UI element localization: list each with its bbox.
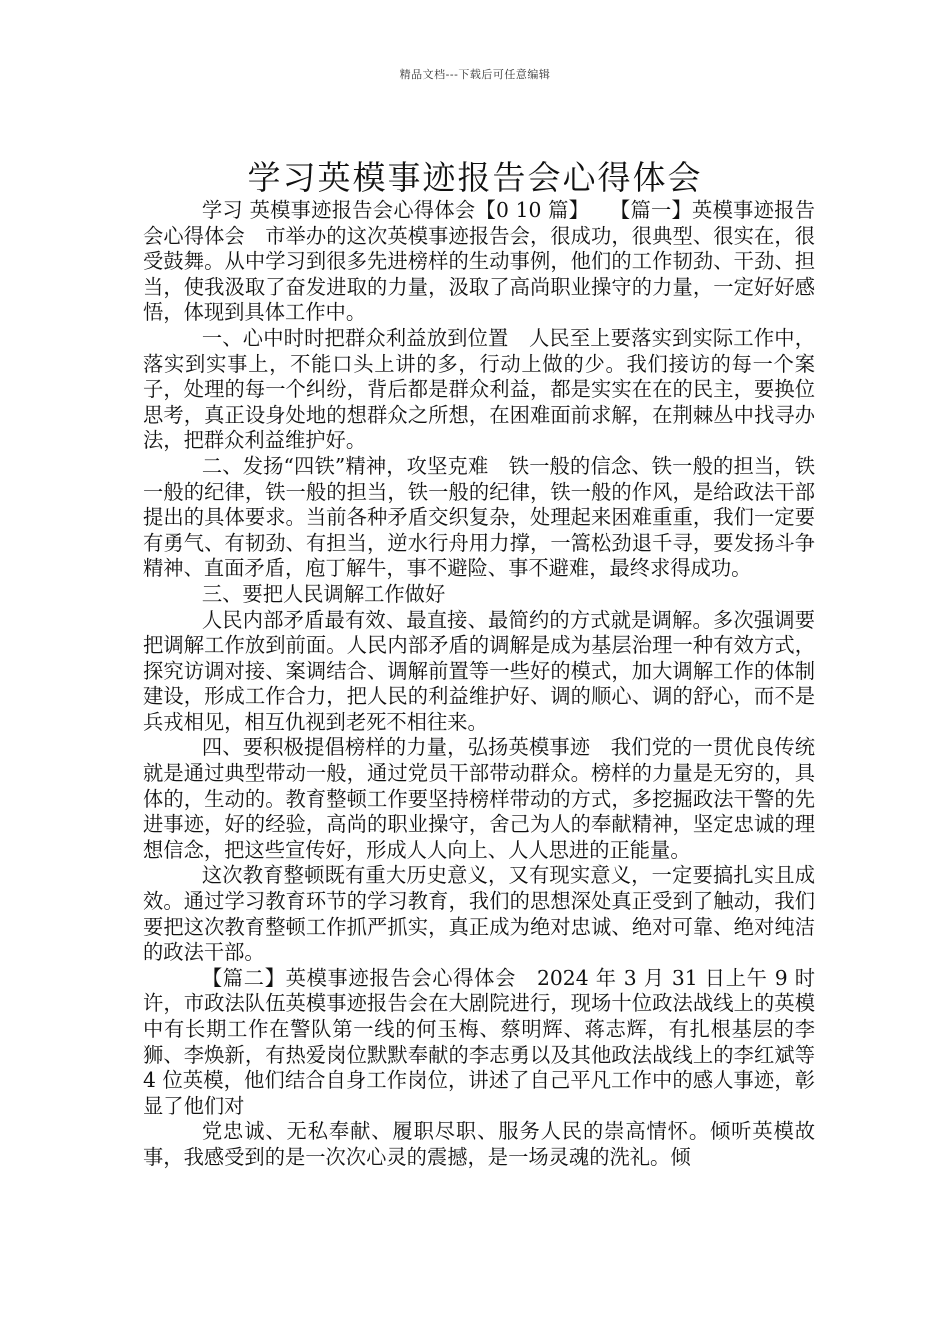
page-header-note: 精品文档---下载后可任意编辑 [399,68,551,81]
document-body [143,198,815,1171]
paragraph-summary: 这次教育整顿既有重大历史意义，又有现实意义，一定要搞扎实且成效。通过学习教育环节的学习教育，我们的思想深处真正受到了触动，我们要把这次教育整顿工作抓严抓实，真正成为绝对忠诚、绝对可靠、绝对纯洁的政法干部。 [143,863,815,965]
paragraph-point-four: 四、要积极提倡榜样的力量，弘扬英模事迹 我们党的一贯优良传统就是通过典型带动一般，通过党员干部带动群众。榜样的力量是无穷的，具体的，生动的。教育整顿工作要坚持榜样带动的方式，多挖掘政法干警的先进事迹，好的经验，高尚的职业操守，舍己为人的奉献精神，坚定忠诚的理想信念，把这些宣传好，形成人人向上、人人思进的正能量。 [143,735,815,862]
paragraph-part-two-continued: 党忠诚、无私奉献、履职尽职、服务人民的崇高情怀。倾听英模故事，我感受到的是一次次心灵的震撼，是一场灵魂的洗礼。倾 [143,1119,815,1169]
paragraph-point-one: 一、心中时时把群众利益放到位置 人民至上要落实到实际工作中，落实到实事上，不能口头上讲的多，行动上做的少。我们接访的每一个案子，处理的每一个纠纷，背后都是群众利益，都是实实在在的民主，要换位思考，真正设身处地的想群众之所想，在困难面前求解，在荆棘丛中找寻办法，把群众利益维护好。 [143,325,815,453]
paragraph-point-two: 二、发扬“四铁”精神，攻坚克难 铁一般的信念、铁一般的担当，铁一般的纪律，铁一般的担当，铁一般的纪律，铁一般的作风，是给政法干部提出的具体要求。当前各种矛盾交织复杂，处理起来困难重重，我们一定要有勇气、有韧劲、有担当，逆水行舟用力撑，一篙松劲退千寻，要发扬斗争精神、直面矛盾，庖丁解牛，事不避险、事不避难，最终求得成功。 [143,453,815,581]
paragraph-intro: 学习 英模事迹报告会心得体会【0 10 篇】 【篇一】英模事迹报告会心得体会 市举办的这次英模事迹报告会，很成功，很典型、很实在，很受鼓舞。从中学习到很多先进榜样的生动事例，他们的工作韧劲、干劲、担当，使我汲取了奋发进取的力量，汲取了高尚职业操守的力量，一定好好感悟，体现到具体工作中。 [143,198,815,325]
paragraph-point-three-body: 人民内部矛盾最有效、最直接、最简约的方式就是调解。多次强调要把调解工作放到前面。人民内部矛盾的调解是成为基层治理一种有效方式，探究访调对接、案调结合、调解前置等一些好的模式，加大调解工作的体制建设，形成工作合力，把人民的利益维护好、调的顺心、调的舒心，而不是兵戎相见，相互仇视到老死不相往来。 [143,607,815,734]
paragraph-part-two: 【篇二】英模事迹报告会心得体会 2024 年 3 月 31 日上午 9 时许，市政法队伍英模事迹报告会在大剧院进行，现场十位政法战线上的英模中有长期工作在警队第一线的何玉梅、蔡明辉、蒋志辉，有扎根基层的李狮、李焕新，有热爱岗位默默奉献的李志勇以及其他政法战线上的李红斌等 4 位英模，他们结合自身工作岗位，讲述了自己平凡工作中的感人事迹，彰显了他们对 [143,965,815,1118]
paragraph-point-three-heading: 三、要把人民调解工作做好 [201,581,446,606]
document-title: 学习英模事迹报告会心得体会 [247,158,703,198]
